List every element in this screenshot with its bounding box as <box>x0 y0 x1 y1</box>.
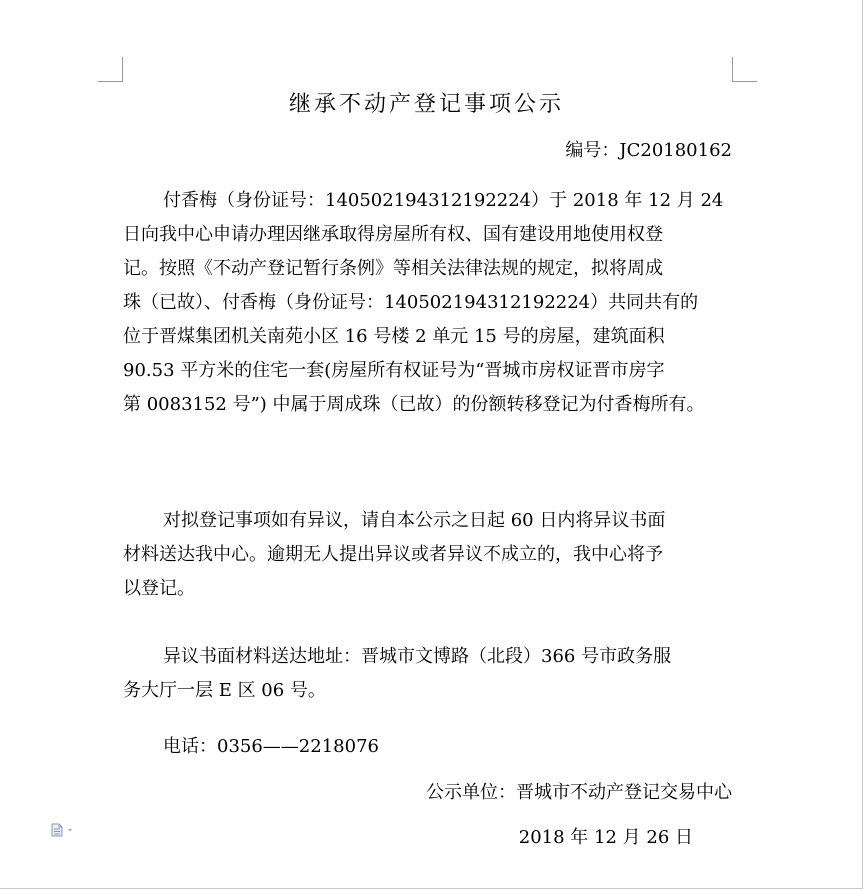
document-dropdown-icon[interactable] <box>50 822 78 836</box>
text-line: 异议书面材料送达地址：晋城市文博路（北段）366 号市政务服 <box>163 646 672 667</box>
document-number: 编号：JC20180162 <box>565 140 732 161</box>
text-line: 务大厅一层 E 区 06 号。 <box>123 680 326 701</box>
text-line: 记。按照《不动产登记暂行条例》等相关法律法规的规定，拟将周成 <box>123 258 663 279</box>
text-line: 位于晋煤集团机关南苑小区 16 号楼 2 单元 15 号的房屋，建筑面积 <box>123 326 665 347</box>
text-line: 90.53 平方米的住宅一套(房屋所有权证号为“晋城市房权证晋市房字 <box>123 360 665 381</box>
text-line: 日向我中心申请办理因继承取得房屋所有权、国有建设用地使用权登 <box>123 224 663 245</box>
margin-corner-top-left <box>98 57 123 82</box>
paragraph-objection <box>123 504 733 606</box>
paragraph-application <box>123 184 733 422</box>
text-line: 付香梅（身份证号：140502194312192224）于 2018 年 12 月 24 <box>163 190 724 211</box>
paragraph-phone <box>123 730 733 764</box>
document-title: 继承不动产登记事项公示 <box>288 92 564 117</box>
signing-unit: 公示单位：晋城市不动产登记交易中心 <box>426 782 732 803</box>
text-line: 以登记。 <box>123 578 195 599</box>
text-line: 材料送达我中心。逾期无人提出异议或者异议不成立的，我中心将予 <box>123 544 663 565</box>
text-line: 对拟登记事项如有异议，请自本公示之日起 60 日内将异议书面 <box>163 510 666 531</box>
signing-date: 2018 年 12 月 26 日 <box>518 827 693 848</box>
text-line: 珠（已故）、付香梅（身份证号：140502194312192224）共同共有的 <box>123 292 699 313</box>
text-line: 第 0083152 号”) 中属于周成珠（已故）的份额转移登记为付香梅所有。 <box>123 394 705 415</box>
phone-line: 电话：0356——2218076 <box>163 736 379 757</box>
paragraph-address <box>123 640 733 708</box>
margin-corner-top-right <box>732 57 757 82</box>
